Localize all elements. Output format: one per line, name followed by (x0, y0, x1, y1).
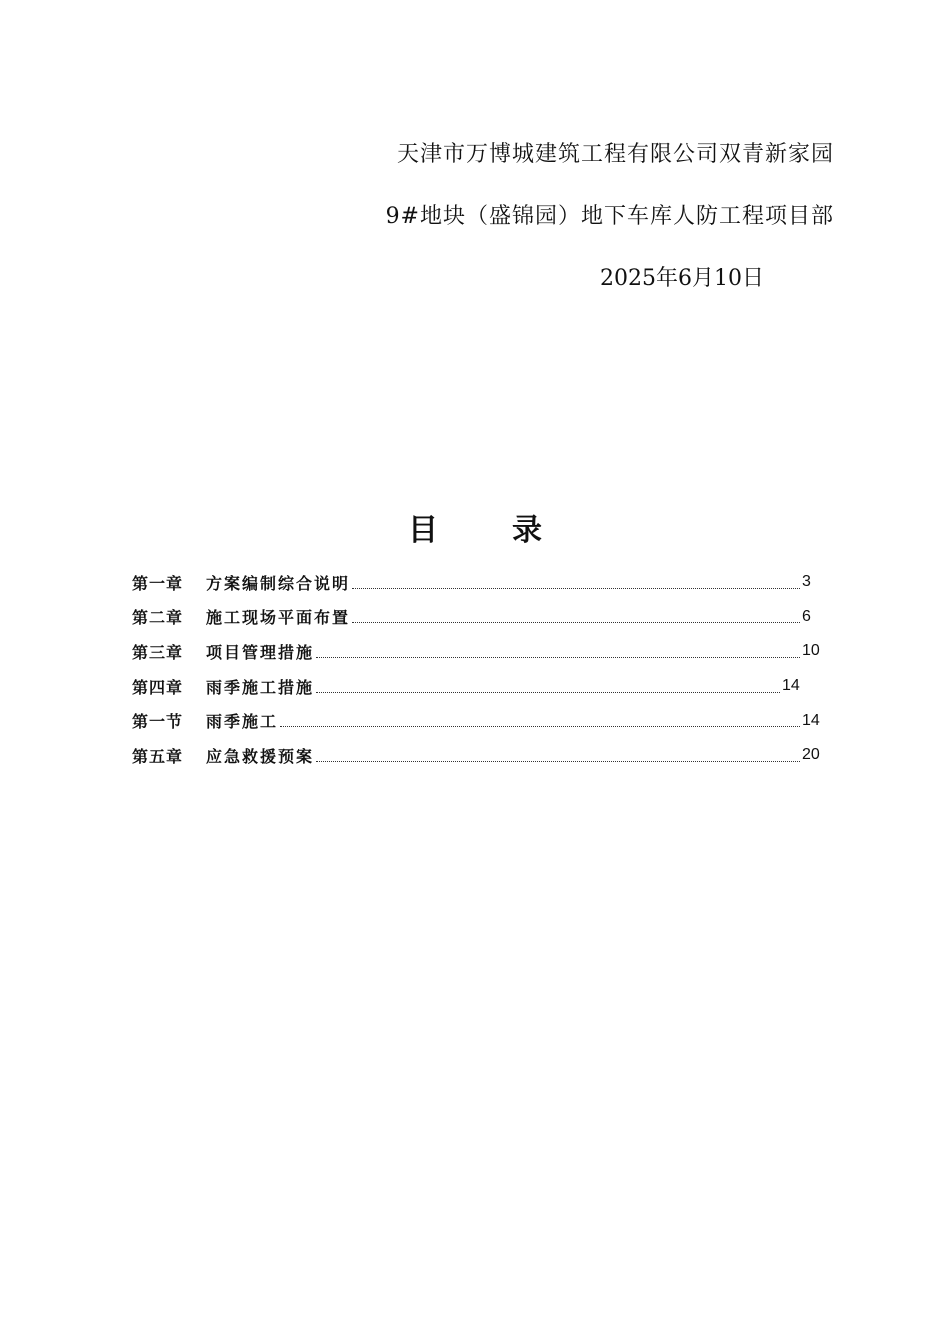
toc-chapter: 第五章 (132, 746, 184, 766)
toc-chapter: 第四章 (132, 677, 184, 697)
toc-leader-dots (280, 726, 800, 727)
toc-title (0, 505, 950, 549)
toc-title-char-2: 录 (512, 513, 542, 548)
toc-entry-name: 方案编制综合说明 (206, 573, 351, 593)
toc-page-number: 14 (802, 711, 820, 729)
org-line-2: 9#地块（盛锦园）地下车库人防工程项目部 (385, 204, 834, 229)
toc-page-number: 6 (802, 607, 811, 625)
toc-entry-name: 应急救援预案 (206, 746, 315, 766)
toc-page-number: 20 (802, 746, 820, 764)
toc-entry[interactable] (132, 738, 822, 773)
toc-chapter: 第一节 (132, 712, 184, 732)
toc-entry-name: 雨季施工措施 (206, 677, 315, 697)
toc-page-number: 14 (782, 677, 800, 695)
toc-entry[interactable] (132, 600, 822, 635)
toc-entry[interactable] (132, 669, 802, 704)
toc-leader-dots (316, 657, 800, 658)
toc-chapter: 第一章 (132, 573, 184, 593)
toc-entry-name: 雨季施工 (206, 712, 279, 732)
toc-entry-name: 项目管理措施 (206, 642, 315, 662)
toc-chapter: 第二章 (132, 608, 184, 628)
toc-page-number: 10 (802, 642, 820, 660)
toc-entry[interactable] (132, 703, 822, 738)
table-of-contents (132, 565, 822, 773)
document-date: 2025年6月10日 (600, 266, 764, 291)
toc-page-number: 3 (802, 573, 811, 591)
toc-leader-dots (316, 692, 780, 693)
toc-leader-dots (316, 761, 800, 762)
toc-entry-name: 施工现场平面布置 (206, 608, 351, 628)
toc-chapter: 第三章 (132, 642, 184, 662)
toc-entry[interactable] (132, 565, 822, 600)
org-line-1: 天津市万博城建筑工程有限公司双青新家园 (396, 142, 834, 167)
toc-leader-dots (352, 622, 800, 623)
toc-title-char-1: 目 (408, 513, 438, 548)
toc-entry[interactable] (132, 634, 822, 669)
toc-leader-dots (352, 588, 800, 589)
